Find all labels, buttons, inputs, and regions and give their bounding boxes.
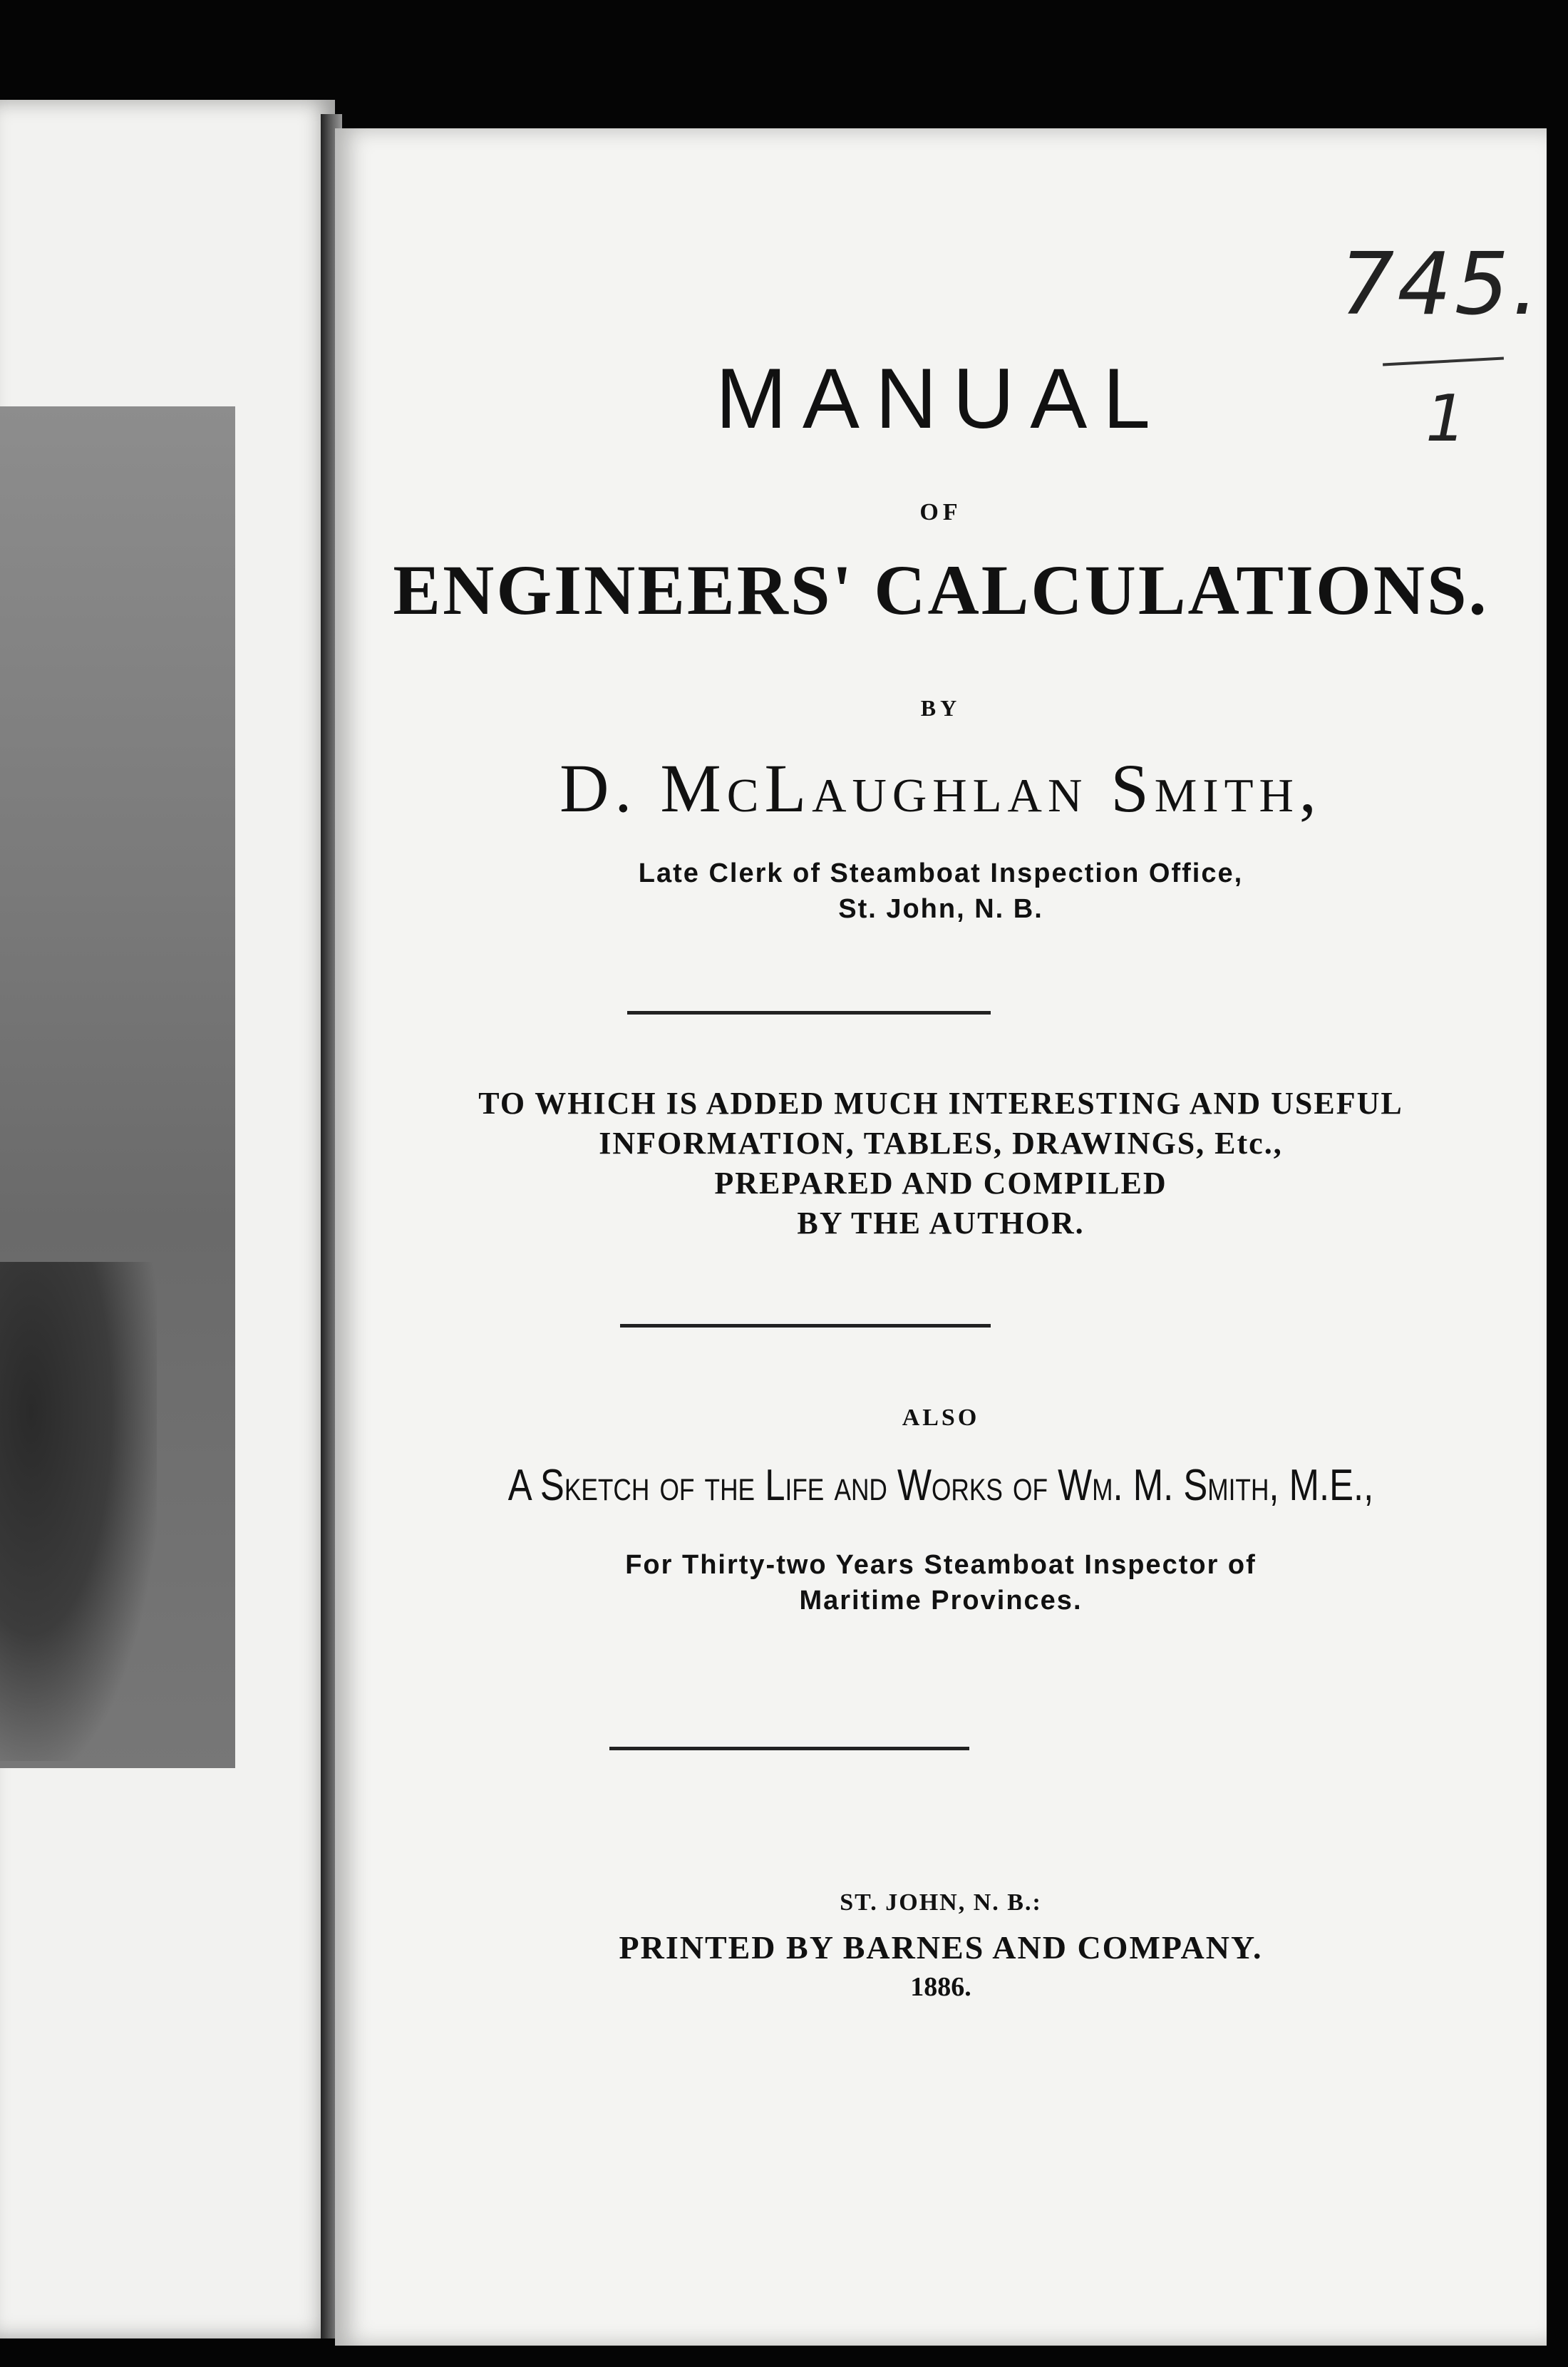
- divider-rule: [627, 1011, 991, 1015]
- added-content-note: [335, 1084, 1547, 1243]
- book-subtitle: ENGINEERS' CALCULATIONS.: [393, 550, 1489, 630]
- imprint-place: ST. JOHN, N. B.:: [840, 1889, 1042, 1916]
- handwritten-number: 745.: [1340, 235, 1542, 334]
- sketch-desc-line: For Thirty-two Years Steamboat Inspector of: [625, 1550, 1257, 1580]
- imprint-year: 1886.: [910, 1972, 971, 2002]
- left-page: [0, 100, 335, 2338]
- author-name: D. McLaughlan Smith,: [559, 750, 1322, 826]
- added-line: INFORMATION, TABLES, DRAWINGS, Etc.,: [599, 1126, 1283, 1161]
- title-also: ALSO: [902, 1405, 980, 1431]
- sketch-title: A Sketch of the Life and Works of Wm. M. Smith, M.E.,: [507, 1461, 1374, 1510]
- added-line: TO WHICH IS ADDED MUCH INTERESTING AND USEFUL: [478, 1086, 1403, 1121]
- handwritten-fraction: 1: [1425, 381, 1467, 456]
- author-desc-line: St. John, N. B.: [838, 894, 1043, 924]
- divider-rule: [620, 1324, 991, 1328]
- title-page-content: [335, 128, 1547, 2346]
- frontispiece-portrait: [0, 406, 235, 1768]
- sketch-description: [335, 1547, 1547, 1618]
- title-by: BY: [920, 695, 961, 721]
- book-title: MANUAL: [715, 351, 1167, 446]
- sketch-desc-line: Maritime Provinces.: [799, 1586, 1083, 1616]
- portrait-figure: [0, 1262, 157, 1761]
- divider-rule: [609, 1747, 969, 1750]
- title-of: OF: [919, 499, 962, 525]
- added-line: PREPARED AND COMPILED: [714, 1166, 1167, 1201]
- imprint-printer: PRINTED BY BARNES AND COMPANY.: [619, 1929, 1263, 1966]
- title-page: [335, 128, 1547, 2346]
- author-desc-line: Late Clerk of Steamboat Inspection Office,: [638, 858, 1244, 888]
- author-description: [335, 856, 1547, 927]
- added-line: BY THE AUTHOR.: [797, 1206, 1085, 1241]
